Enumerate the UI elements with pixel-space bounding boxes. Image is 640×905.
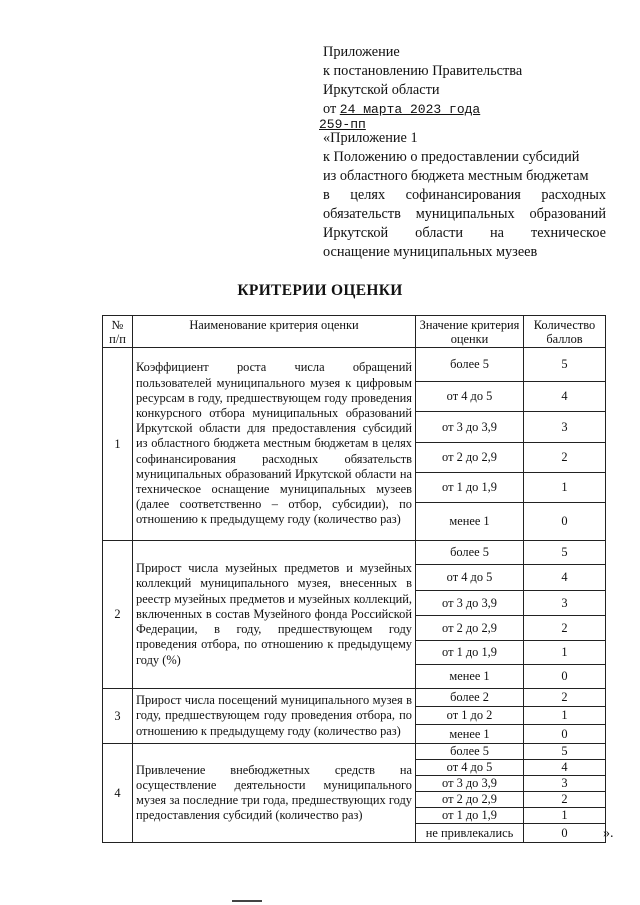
table-header-row <box>103 316 606 348</box>
criterion-points: 0 <box>524 503 606 541</box>
appendix-line: «Приложение 1 <box>323 130 418 146</box>
date-stamp: 24 марта 2023 года <box>339 102 481 117</box>
criterion-points: 4 <box>524 760 606 776</box>
criterion-value: от 1 до 2 <box>416 707 524 725</box>
criterion-value: менее 1 <box>416 503 524 541</box>
document-title: КРИТЕРИИ ОЦЕНКИ <box>237 282 403 299</box>
criterion-points: 1 <box>524 808 606 824</box>
criterion-points: 1 <box>524 473 606 503</box>
criterion-points: 4 <box>524 382 606 412</box>
appendix-line: Иркутской области на техническое <box>323 225 606 241</box>
criteria-table <box>102 315 606 843</box>
appendix-line: к Положению о предоставлении субсидий <box>323 149 580 165</box>
header-points: Количество баллов <box>524 316 606 348</box>
criterion-points: 5 <box>524 744 606 760</box>
criterion-points: 4 <box>524 565 606 591</box>
criterion-points: 1 <box>524 641 606 665</box>
document-header <box>323 43 522 119</box>
criterion-points: 3 <box>524 412 606 443</box>
criterion-name: Коэффициент роста числа обращений пользователей муниципального музея к цифровым ресурсам в году, предшествующем году проведения конкурсного отбора муниципальных образований Иркутской области для предоставления субсидий из областного бюджета местным бюджетам в целях софинансирования расходных обязательств муниципальных образований Иркутской области на техническое оснащение муниципальных музеев (далее соответственно – отбор, субсидии), по отношению к предыдущему году (количество раз) <box>133 348 416 541</box>
criterion-value: менее 1 <box>416 665 524 689</box>
criterion-points: 2 <box>524 792 606 808</box>
criterion-value: менее 1 <box>416 725 524 744</box>
criterion-value: от 4 до 5 <box>416 382 524 412</box>
table-row <box>103 744 606 760</box>
criterion-name: Привлечение внебюджетных средств на осуществление деятельности муниципального музея за последние три года, предшествующих году предоставления субсидий (количество раз) <box>133 744 416 843</box>
criterion-value: не привлекались <box>416 824 524 843</box>
criterion-value: от 3 до 3,9 <box>416 776 524 792</box>
criterion-points: 3 <box>524 591 606 616</box>
criterion-value: более 5 <box>416 348 524 382</box>
criterion-value: более 5 <box>416 744 524 760</box>
header-line-appendix: Приложение <box>323 44 400 60</box>
scan-artifact-line <box>232 900 262 902</box>
header-num: № п/п <box>103 316 133 348</box>
criterion-value: от 4 до 5 <box>416 760 524 776</box>
criterion-number: 2 <box>103 541 133 689</box>
criterion-value: более 2 <box>416 689 524 707</box>
header-line-resolution: к постановлению Правительства <box>323 63 523 79</box>
criterion-name: Прирост числа посещений муниципального музея в году, предшествующем году проведения отбора, по отношению к предыдущему году (количество раз) <box>133 689 416 744</box>
number-stamp: 259-пп <box>319 117 366 132</box>
date-prefix: от <box>323 101 337 117</box>
criterion-value: более 5 <box>416 541 524 565</box>
appendix-line: оснащение муниципальных музеев <box>323 244 538 260</box>
criterion-value: от 1 до 1,9 <box>416 641 524 665</box>
criterion-number: 1 <box>103 348 133 541</box>
criterion-value: от 2 до 2,9 <box>416 792 524 808</box>
appendix-line: обязательств муниципальных образований <box>323 206 606 222</box>
criterion-number: 4 <box>103 744 133 843</box>
appendix-line: в целях софинансирования расходных <box>323 187 606 203</box>
criterion-points: 3 <box>524 776 606 792</box>
header-line-region: Иркутской области <box>323 82 440 98</box>
criterion-value: от 2 до 2,9 <box>416 443 524 473</box>
criterion-value: от 1 до 1,9 <box>416 808 524 824</box>
criterion-points: 5 <box>524 541 606 565</box>
criterion-value: от 3 до 3,9 <box>416 591 524 616</box>
appendix-block <box>323 129 606 262</box>
table-row <box>103 541 606 565</box>
criterion-value: от 1 до 1,9 <box>416 473 524 503</box>
criterion-points: 0 <box>524 665 606 689</box>
criterion-points: 0 <box>524 824 606 843</box>
criterion-name: Прирост числа музейных предметов и музейных коллекций муниципального музея, внесенных в реестр музейных предметов и музейных коллекций, включенных в состав Музейного фонда Российской Федерации, в году, предшествующем году проведения отбора, по отношению к предыдущему году (%) <box>133 541 416 689</box>
table-row <box>103 689 606 707</box>
criterion-points: 5 <box>524 348 606 382</box>
criterion-value: от 2 до 2,9 <box>416 616 524 641</box>
closing-quote: ». <box>603 826 614 841</box>
criterion-points: 2 <box>524 443 606 473</box>
table-row <box>103 348 606 382</box>
header-name: Наименование критерия оценки <box>133 316 416 348</box>
criterion-points: 0 <box>524 725 606 744</box>
criterion-value: от 3 до 3,9 <box>416 412 524 443</box>
criterion-points: 2 <box>524 616 606 641</box>
criterion-points: 1 <box>524 707 606 725</box>
header-value: Значение критерия оценки <box>416 316 524 348</box>
criterion-points: 2 <box>524 689 606 707</box>
criterion-number: 3 <box>103 689 133 744</box>
appendix-line: из областного бюджета местным бюджетам <box>323 168 589 184</box>
criterion-value: от 4 до 5 <box>416 565 524 591</box>
